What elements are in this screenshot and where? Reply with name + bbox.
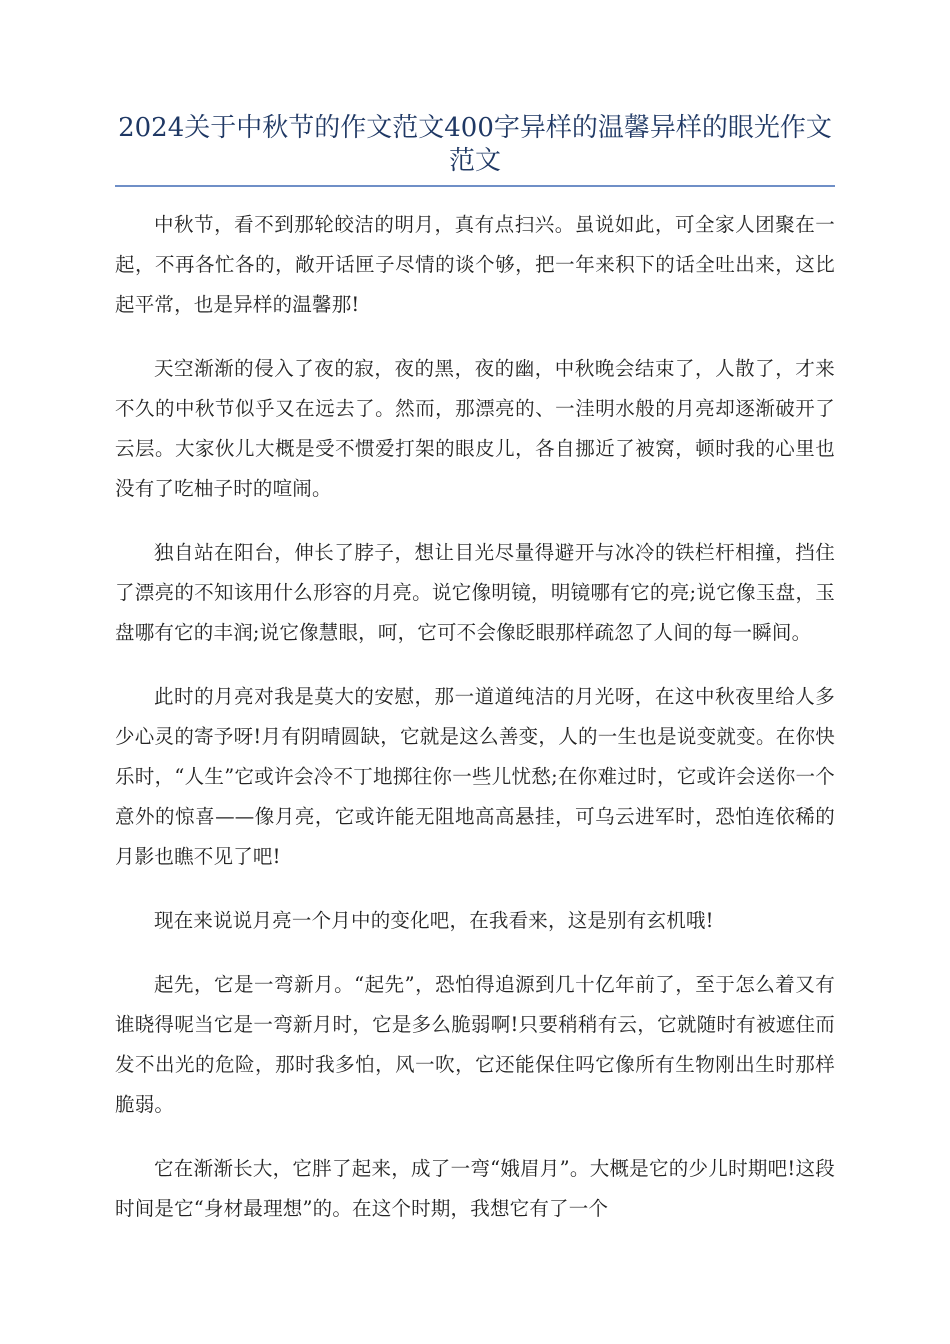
paragraph-6: 起先，它是一弯新月。“起先”，恐怕得追源到几十亿年前了，至于怎么着又有谁晓得呢当它是一弯新月时，它是多么脆弱啊!只要稍稍有云，它就随时有被遮住而发不出光的危险，那时我多怕，风一吹，它还能保住吗它像所有生物刚出生时那样脆弱。 [115,973,835,1116]
document-title: 2024关于中秋节的作文范文400字异样的温馨异样的眼光作文范文 [118,113,832,176]
paragraph-4: 此时的月亮对我是莫大的安慰，那一道道纯洁的月光呀，在这中秋夜里给人多少心灵的寄予呀!月有阴晴圆缺，它就是这么善变，人的一生也是说变就变。在你快乐时，“人生”它或许会冷不丁地掷往你一些儿忧愁;在你难过时，它或许会送你一个意外的惊喜——像月亮，它或许能无阻地高高悬挂，可乌云进军时，恐怕连依稀的月影也瞧不见了吧! [115,685,835,868]
title-underline [115,185,835,187]
paragraph-7: 它在渐渐长大，它胖了起来，成了一弯“娥眉月”。大概是它的少儿时期吧!这段时间是它“身材最理想”的。在这个时期，我想它有了一个 [115,1157,835,1220]
paragraph-2: 天空渐渐的侵入了夜的寂，夜的黑，夜的幽，中秋晚会结束了，人散了，才来不久的中秋节似乎又在远去了。然而，那漂亮的、一洼明水般的月亮却逐渐破开了云层。大家伙儿大概是受不惯爱打架的眼皮儿，各自挪近了被窝，顿时我的心里也没有了吃柚子时的喧闹。 [115,357,835,500]
title-block [115,112,835,178]
paragraph-3: 独自站在阳台，伸长了脖子，想让目光尽量得避开与冰冷的铁栏杆相撞，挡住了漂亮的不知该用什么形容的月亮。说它像明镜，明镜哪有它的亮;说它像玉盘，玉盘哪有它的丰润;说它像慧眼，呵，它可不会像眨眼那样疏忽了人间的每一瞬间。 [115,541,835,644]
paragraph-1: 中秋节，看不到那轮皎洁的明月，真有点扫兴。虽说如此，可全家人团聚在一起，不再各忙各的，敞开话匣子尽情的谈个够，把一年来积下的话全吐出来，这比起平常，也是异样的温馨那! [115,213,835,316]
paragraph-5: 现在来说说月亮一个月中的变化吧，在我看来，这是别有玄机哦! [154,909,714,932]
document-body [115,205,835,1253]
